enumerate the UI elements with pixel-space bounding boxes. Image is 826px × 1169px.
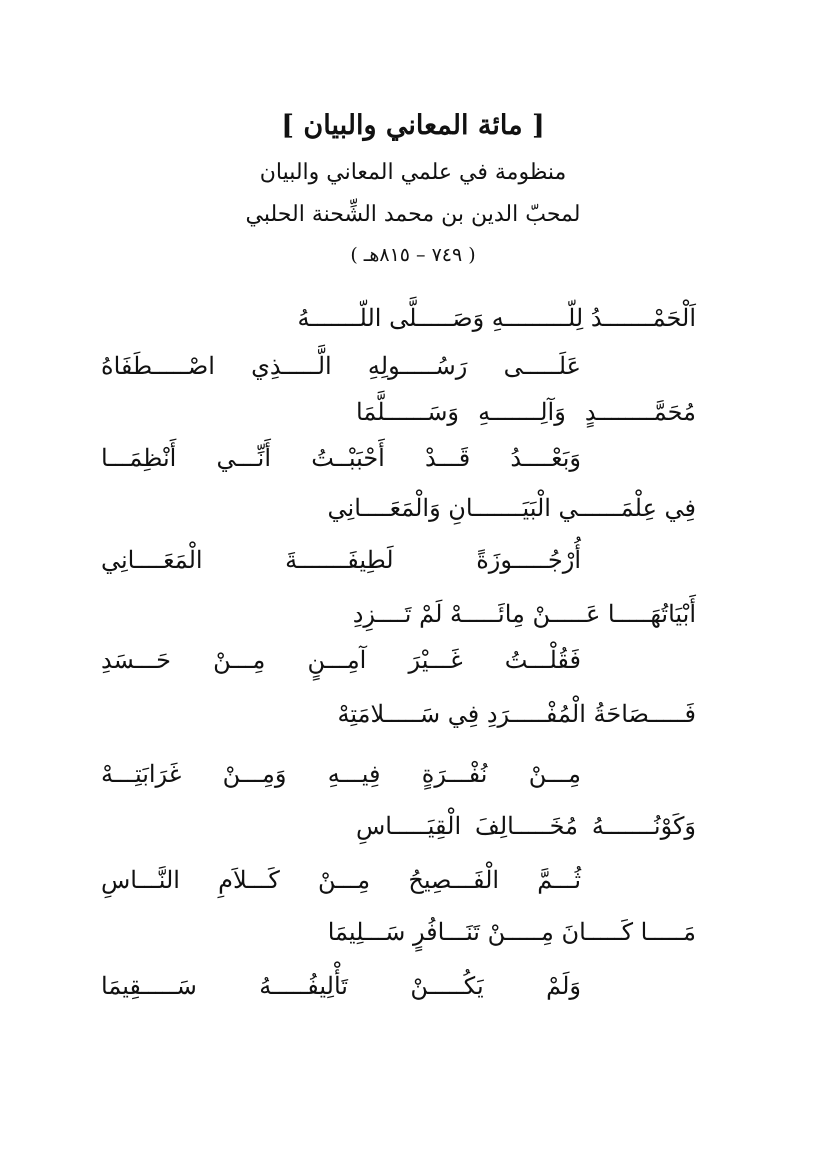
verse-1-second-hemistich: عَلَـــــى رَسُـــــولِهِ الَّـــــذِي اصْـــــطَفَاهُ bbox=[101, 352, 581, 380]
verse-7-first-hemistich: مَـــــا كَـــــانَ مِـــــنْ تَنَـــافُرٍ سَـــلِيمَا bbox=[327, 918, 696, 946]
verse-6-first-hemistich: وَكَوْنُـــــــهُ مُخَـــــالِفَ الْقِيَـــــاسِ bbox=[356, 812, 696, 840]
verse-3-second-hemistich: أُرْجُـــــوزَةً لَطِيفَـــــــةَ الْمَعَــــانِي bbox=[101, 546, 581, 574]
verse-4-second-hemistich: فَقُلْـــتُ غَـــيْرَ آمِـــنٍ مِـــنْ حَـــسَدِ bbox=[101, 646, 581, 674]
verse-2-second-hemistich: وَبَعْــــدُ قَـــدْ أَحْبَبْــتُ أَنِّـــي أَنْظِمَـــا bbox=[101, 444, 581, 472]
verse-5-first-hemistich: فَـــــصَاحَةُ الْمُفْـــــرَدِ فِي سَـــــلامَتِهْ bbox=[337, 700, 696, 728]
poem-subtitle: منظومة في علمي المعاني والبيان bbox=[259, 160, 567, 185]
verse-3-first-hemistich: فِي عِلْمَــــــي الْبَيَـــــــانِ وَالْمَعَــــانِي bbox=[327, 494, 696, 522]
date-range: ( ٧٤٩ – ٨١٥هـ ) bbox=[350, 244, 476, 266]
verse-6-second-hemistich: ثُـــمَّ الْفَـــصِيحُ مِـــنْ كَـــلاَمِ النَّـــاسِ bbox=[101, 866, 581, 894]
verse-5-second-hemistich: مِـــنْ نُفْـــرَةٍ فِيـــهِ وَمِـــنْ غَرَابَتِـــهْ bbox=[101, 760, 581, 788]
verse-1-first-hemistich: اَلْحَمْـــــــدُ لِلّـــــــــهِ وَصَـــــلَّى اللّـــــــهُ bbox=[297, 304, 696, 332]
verse-2-first-hemistich: مُحَمَّــــــــدٍ وَآلِـــــــهِ وَسَــــــلَّمَا bbox=[356, 398, 696, 426]
verse-7-second-hemistich: وَلَمْ يَكُـــــنْ تَأْلِيفُـــــهُ سَـــــقِيمَا bbox=[101, 972, 581, 1000]
poem-title: [ مائة المعاني والبيان ] bbox=[281, 110, 545, 141]
verse-4-first-hemistich: أَبْيَاتُهَـــــا عَـــــنْ مِائَـــــهْ لَمْ تَــــزِدِ bbox=[352, 600, 696, 628]
author-line: لمحبّ الدين بن محمد الشِّحنة الحلبي bbox=[245, 202, 581, 227]
